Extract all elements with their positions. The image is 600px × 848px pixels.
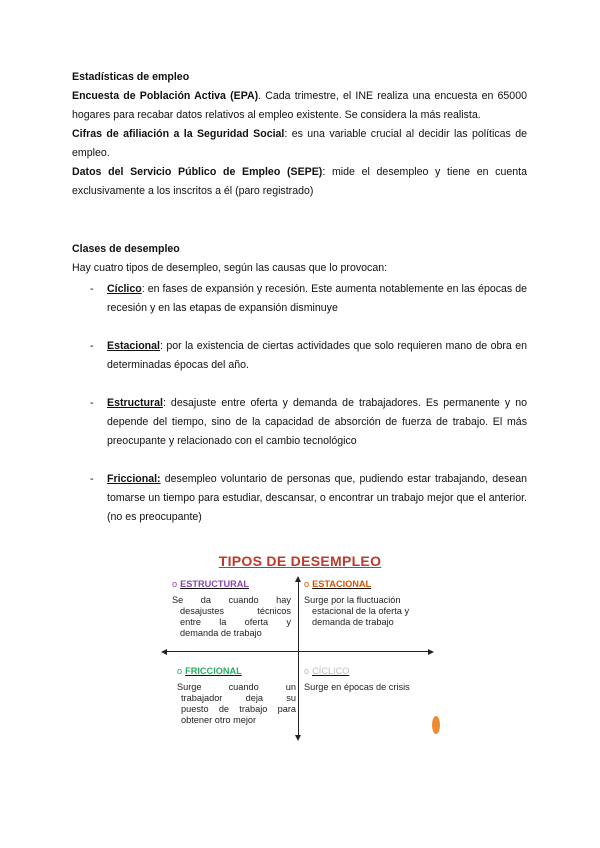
- paragraph-seguridad-social: [72, 125, 527, 163]
- employment-statistics-section: [72, 68, 527, 201]
- list-item: [90, 337, 527, 375]
- arrow-down-icon: [295, 735, 301, 741]
- section-intro: Hay cuatro tipos de desempleo, según las causas que lo provocan:: [72, 262, 388, 274]
- section-heading: Estadísticas de empleo: [72, 71, 190, 83]
- section-heading: Clases de desempleo: [72, 243, 180, 255]
- arrow-up-icon: [295, 576, 301, 582]
- list-item: [90, 394, 527, 451]
- text-estructural: : desajuste entre oferta y demanda de trabajadores. Es permanente y no depende del tiempo, sino de la capacidad de absorción de fuerza de trabajo. El más preocupante y relacionado con el cambio tecnológico: [107, 397, 527, 447]
- quadrant-desc-estacional: Surge por la fluctuación estacional de la oferta y demanda de trabajo: [304, 595, 410, 627]
- term-estacional: Estacional: [107, 340, 160, 352]
- text-estacional: : por la existencia de ciertas actividades que solo requieren mano de obra en determinadas épocas del año.: [107, 340, 527, 371]
- text-seguridad-social: : es una variable crucial al decidir las políticas de empleo.: [72, 128, 527, 159]
- text-epa: . Cada trimestre, el INE realiza una encuesta en 65000 hogares para recabar datos relativos al empleo existente. Se considera la más realista.: [72, 90, 527, 121]
- term-ciclico: Cíclico: [107, 283, 142, 295]
- quadrant-title-estacional: o ESTACIONAL: [304, 579, 372, 589]
- term-friccional: Friccional:: [107, 473, 161, 485]
- term-sepe: Datos del Servicio Público de Empleo (SEPE): [72, 166, 323, 178]
- list-item: [90, 470, 527, 527]
- list-dash: -: [90, 283, 94, 295]
- quadrant-desc-ciclico: Surge en épocas de crisis: [304, 682, 410, 692]
- text-sepe: : mide el desempleo y tiene en cuenta exclusivamente a los inscritos a él (paro registrado): [72, 166, 527, 197]
- quadrant-desc-friccional: Surge cuando un trabajador deja su puesto de trabajo para obtener otro mejor: [177, 682, 296, 725]
- paragraph-epa: [72, 87, 527, 125]
- bullet-circle-icon: o: [177, 666, 183, 676]
- bullet-circle-icon: o: [304, 666, 310, 676]
- quadrant-desc-estructural: Se da cuando hay desajustes técnicos entre la oferta y demanda de trabajo: [172, 595, 291, 638]
- list-dash: -: [90, 340, 94, 352]
- term-epa: Encuesta de Población Activa (EPA): [72, 90, 259, 102]
- decorative-orange-dot: [432, 716, 440, 734]
- quadrant-title-ciclico: o CÍCLICO: [304, 666, 350, 676]
- vertical-axis: [298, 582, 299, 736]
- bullet-circle-icon: o: [304, 579, 310, 589]
- text-friccional: desempleo voluntario de personas que, pudiendo estar trabajando, desean tomarse un tiempo para estudiar, descansar, o encontrar un trabajo mejor que el anterior. (no es preocupante): [107, 473, 527, 523]
- text-ciclico: : en fases de expansión y recesión. Este aumenta notablemente en las épocas de recesión y en las etapas de expansión disminuye: [107, 283, 527, 314]
- diagram-title: TIPOS DE DESEMPLEO: [218, 553, 382, 569]
- unemployment-types-diagram: [160, 548, 440, 748]
- horizontal-axis: [166, 651, 428, 652]
- unemployment-types-section: [72, 240, 527, 278]
- bullet-circle-icon: o: [172, 579, 178, 589]
- term-seguridad-social: Cifras de afiliación a la Seguridad Social: [72, 128, 285, 140]
- list-dash: -: [90, 397, 94, 409]
- arrow-left-icon: [161, 649, 167, 655]
- term-estructural: Estructural: [107, 397, 163, 409]
- arrow-right-icon: [428, 649, 434, 655]
- list-item: [90, 280, 527, 318]
- paragraph-sepe: [72, 163, 527, 201]
- quadrant-title-estructural: o ESTRUCTURAL: [172, 579, 250, 589]
- list-dash: -: [90, 473, 94, 485]
- quadrant-title-friccional: o FRICCIONAL: [177, 666, 242, 676]
